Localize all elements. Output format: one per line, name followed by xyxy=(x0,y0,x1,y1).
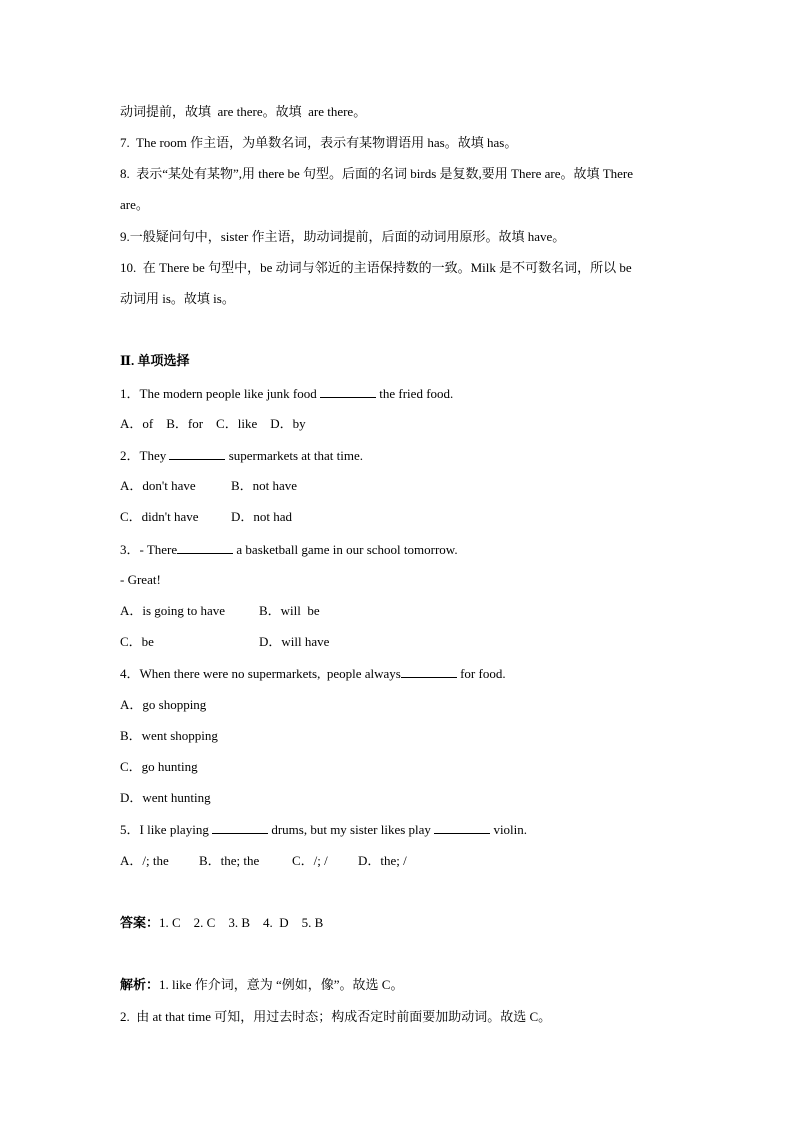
question-3-options-row xyxy=(120,603,320,619)
answer-key xyxy=(120,915,323,931)
answer-blank xyxy=(177,541,233,554)
option-c: C．didn't have xyxy=(120,509,199,524)
answer-blank xyxy=(401,665,457,678)
question-text: violin. xyxy=(490,822,528,837)
question-3-reply: - Great! xyxy=(120,572,161,587)
question-4 xyxy=(120,665,506,682)
analysis-label: 解析： xyxy=(120,977,160,992)
option-c: C．/; / xyxy=(292,853,328,868)
answer-blank xyxy=(434,821,490,834)
option-b: B．not have xyxy=(231,478,298,493)
question-text: for food. xyxy=(456,666,506,681)
answer-label: 答案： xyxy=(120,915,160,930)
option-a: A．don't have xyxy=(120,478,196,493)
option-c: C．be xyxy=(120,634,154,649)
question-5-options-row xyxy=(120,853,407,869)
option-b: B．the; the xyxy=(199,853,260,868)
question-3 xyxy=(120,541,458,558)
question-text: drums, but my sister likes play xyxy=(268,822,435,837)
question-2-options-row xyxy=(120,478,297,494)
question-5 xyxy=(120,821,527,838)
answer-text: 1. C 2. C 3. B 4. D 5. B xyxy=(159,915,324,930)
question-1-options: A．of B．for C．like D．by xyxy=(120,416,306,431)
option-b: B．went shopping xyxy=(120,728,218,743)
option-d: D．will have xyxy=(259,634,330,649)
analysis-text: 1. like 作介词，意为 “例如，像”。故选 C。 xyxy=(159,977,404,992)
option-d: D．the; / xyxy=(358,853,407,868)
question-2 xyxy=(120,447,363,464)
answer-blank xyxy=(212,821,268,834)
question-text: 1．The modern people like junk food xyxy=(120,386,321,401)
question-2-options-row xyxy=(120,509,292,525)
option-c: C．go hunting xyxy=(120,759,198,774)
answer-blank xyxy=(320,385,376,398)
option-a: A．go shopping xyxy=(120,697,207,712)
question-1 xyxy=(120,385,453,402)
explanation-line: 7. The room 作主语，为单数名词，表示有某物谓语用 has。故填 has。 xyxy=(120,135,518,150)
question-text: 2．They xyxy=(120,448,170,463)
analysis-line xyxy=(120,977,403,993)
explanation-line: 动词用 is。故填 is。 xyxy=(120,291,235,306)
option-a: A．/; the xyxy=(120,853,169,868)
question-text: 5．I like playing xyxy=(120,822,213,837)
option-d: D．went hunting xyxy=(120,790,211,805)
question-text: supermarkets at that time. xyxy=(225,448,364,463)
analysis-line: 2. 由 at that time 可知，用过去时态；构成否定时前面要加助动词。故选 C。 xyxy=(120,1009,552,1024)
explanation-line: 10. 在 There be 句型中，be 动词与邻近的主语保持数的一致。Milk 是不可数名词，所以 be xyxy=(120,260,632,275)
option-d: D．not had xyxy=(231,509,293,524)
option-a: A．is going to have xyxy=(120,603,226,618)
question-text: a basketball game in our school tomorrow. xyxy=(233,542,458,557)
question-text: 3．- There xyxy=(120,542,178,557)
question-text: the fried food. xyxy=(376,386,454,401)
answer-blank xyxy=(169,447,225,460)
explanation-line: 8. 表示“某处有某物”,用 there be 句型。后面的名词 birds 是复数,要用 There are。故填 There xyxy=(120,166,634,181)
question-3-options-row xyxy=(120,634,329,650)
section-title: Ⅱ. 单项选择 xyxy=(120,353,190,368)
explanation-line: 动词提前，故填 are there。故填 are there。 xyxy=(120,104,367,119)
option-b: B．will be xyxy=(259,603,320,618)
question-text: 4．When there were no supermarkets, people always xyxy=(120,666,401,681)
explanation-line: are。 xyxy=(120,197,149,212)
explanation-line: 9.一般疑问句中，sister 作主语，助动词提前，后面的动词用原形。故填 have。 xyxy=(120,229,566,244)
